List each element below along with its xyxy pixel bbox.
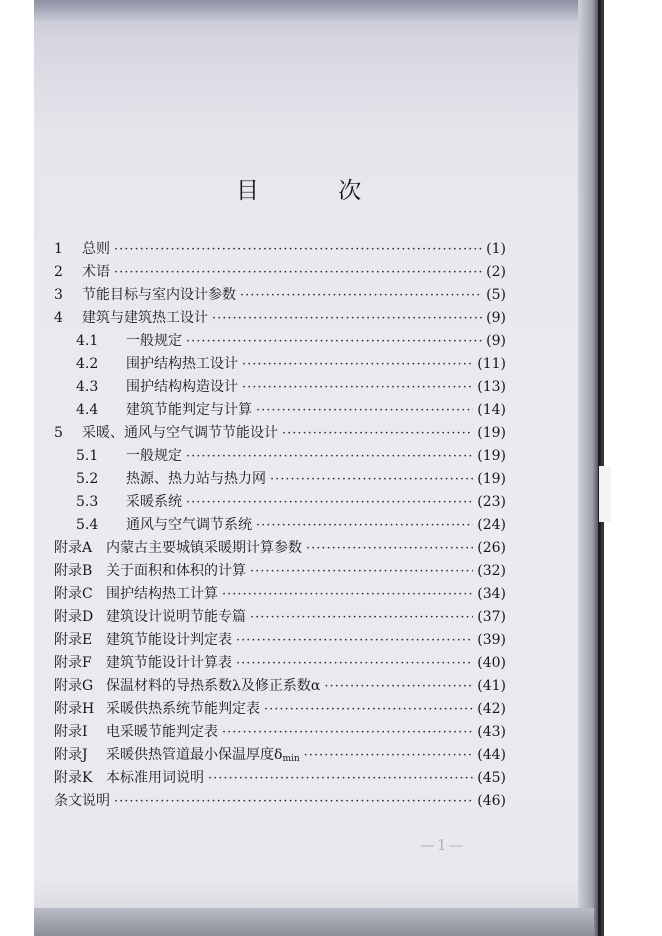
toc-entry[interactable] — [54, 583, 506, 605]
toc-entry-number: 附录E — [54, 632, 93, 648]
toc-entry-page: (39) — [477, 632, 506, 648]
toc-leader-dots — [114, 794, 473, 809]
toc-leader-dots — [222, 725, 473, 740]
toc-entry-label: 通风与空气调节系统 — [126, 517, 252, 533]
toc-entry-page: (24) — [477, 517, 506, 533]
toc-leader-dots — [236, 633, 473, 648]
toc-entry[interactable] — [54, 744, 506, 766]
toc-entry-page: (13) — [477, 379, 506, 395]
toc-entry[interactable] — [54, 721, 506, 743]
toc-leader-dots — [304, 748, 474, 763]
toc-entry[interactable] — [54, 514, 506, 536]
toc-entry-label — [106, 744, 300, 764]
toc-entry[interactable] — [54, 399, 506, 421]
toc-entry-page: (40) — [477, 655, 506, 671]
toc-entry-label: 热源、热力站与热力网 — [126, 471, 266, 487]
toc-entry-label: 建筑节能设计判定表 — [106, 632, 232, 648]
page-notch — [599, 466, 611, 522]
toc-leader-dots — [208, 771, 473, 786]
toc-leader-dots — [242, 380, 473, 395]
toc-entry[interactable] — [54, 698, 506, 720]
toc-entry-page: (14) — [477, 402, 506, 418]
toc-entry-number: 5.3 — [76, 494, 99, 510]
page-title: 目 次 — [236, 178, 398, 204]
toc-leader-dots — [212, 311, 482, 326]
toc-entry-number: 4.2 — [76, 356, 99, 372]
toc-entry[interactable] — [54, 560, 506, 582]
toc-entry-label-text: 采暖供热管道最小保温厚度δ — [106, 747, 283, 763]
toc-leader-dots — [114, 242, 482, 257]
toc-entry-label: 采暖系统 — [126, 494, 182, 510]
toc-entry-number: 1 — [54, 241, 63, 257]
page-top-shadow — [34, 0, 578, 22]
toc-leader-dots — [270, 472, 473, 487]
toc-entry[interactable] — [54, 606, 506, 628]
toc-entry-page: (42) — [477, 701, 506, 717]
toc-entry[interactable] — [54, 652, 506, 674]
toc-entry-page: (11) — [477, 356, 506, 372]
toc-entry-page: (19) — [477, 425, 506, 441]
toc-entry-label: 采暖、通风与空气调节节能设计 — [82, 425, 278, 441]
toc-leader-dots — [264, 702, 473, 717]
toc-entry-page: (32) — [477, 563, 506, 579]
toc-entry-number: 3 — [54, 287, 63, 303]
toc-entry[interactable] — [54, 767, 506, 789]
toc-entry-label: 围护结构构造设计 — [126, 379, 238, 395]
toc-entry-page: (43) — [477, 724, 506, 740]
toc-entry-number: 附录G — [54, 678, 94, 694]
toc-entry[interactable] — [54, 537, 506, 559]
toc-leader-dots — [250, 564, 473, 579]
toc-entry-label: 一般规定 — [126, 448, 182, 464]
toc-entry-number: 附录F — [54, 655, 92, 671]
toc-entry-label: 本标准用词说明 — [106, 770, 204, 786]
toc-entry[interactable] — [54, 491, 506, 513]
toc-entry-number: 附录D — [54, 609, 94, 625]
toc-entry-page: (46) — [477, 793, 506, 809]
toc-entry-page: (26) — [477, 540, 506, 556]
toc-entry-number: 4.1 — [76, 333, 99, 349]
page-bottom-band — [34, 908, 594, 936]
toc-entry-label: 保温材料的导热系数λ及修正系数α — [106, 678, 321, 694]
toc-entry[interactable] — [54, 353, 506, 375]
toc-leader-dots — [186, 334, 482, 349]
toc-leader-dots — [240, 288, 482, 303]
toc-entry[interactable] — [54, 790, 506, 812]
toc-entry-page: (9) — [486, 310, 506, 326]
toc-entry-label: 建筑节能判定与计算 — [126, 402, 252, 418]
toc-entry-number: 5.2 — [76, 471, 99, 487]
toc-leader-dots — [186, 449, 473, 464]
subscript: min — [282, 754, 300, 764]
toc-entry-number: 附录B — [54, 563, 93, 579]
toc-entry[interactable] — [54, 422, 506, 444]
toc-entry-number: 附录H — [54, 701, 95, 717]
toc-entry-label: 围护结构热工设计 — [126, 356, 238, 372]
toc-entry-label: 条文说明 — [54, 793, 110, 809]
toc-entry-page: (41) — [477, 678, 506, 694]
toc-leader-dots — [236, 656, 473, 671]
toc-entry-label: 采暖供热系统节能判定表 — [106, 701, 260, 717]
toc-entry-number: 附录I — [54, 724, 88, 740]
toc-entry[interactable] — [54, 330, 506, 352]
toc-entry-page: (44) — [477, 747, 506, 763]
toc-entry-number: 附录C — [54, 586, 93, 602]
toc-leader-dots — [186, 495, 473, 510]
toc-entry-label: 围护结构热工计算 — [106, 586, 218, 602]
toc-entry-number: 4 — [54, 310, 63, 326]
toc-entry-page: (1) — [486, 241, 506, 257]
page-number: —1— — [420, 836, 466, 854]
toc-entry[interactable] — [54, 445, 506, 467]
toc-entry-number: 5 — [54, 425, 63, 441]
toc-leader-dots — [250, 610, 473, 625]
toc-leader-dots — [282, 426, 473, 441]
toc-entry-label: 内蒙古主要城镇采暖期计算参数 — [106, 540, 302, 556]
toc-entry-number: 2 — [54, 264, 63, 280]
toc-entry-number: 附录K — [54, 770, 93, 786]
toc-entry-number: 5.4 — [76, 517, 99, 533]
toc-entry-page: (37) — [477, 609, 506, 625]
toc-entry-label: 建筑设计说明节能专篇 — [106, 609, 246, 625]
toc-entry[interactable] — [54, 307, 506, 329]
toc-entry-page: (34) — [477, 586, 506, 602]
toc-entry-page: (2) — [486, 264, 506, 280]
toc-entry-number: 附录J — [54, 747, 88, 763]
toc-entry-number: 5.1 — [76, 448, 99, 464]
toc-leader-dots — [324, 679, 473, 694]
toc-entry-page: (19) — [477, 448, 506, 464]
toc-entry-label: 关于面积和体积的计算 — [106, 563, 246, 579]
toc-entry-label: 一般规定 — [126, 333, 182, 349]
toc-leader-dots — [306, 541, 473, 556]
toc-entry[interactable] — [54, 261, 506, 283]
toc-entry-number: 4.3 — [76, 379, 99, 395]
toc-entry-label: 电采暖节能判定表 — [106, 724, 218, 740]
toc-entry-page: (45) — [477, 770, 506, 786]
toc-leader-dots — [114, 265, 482, 280]
toc-entry[interactable] — [54, 468, 506, 490]
toc-entry-page: (23) — [477, 494, 506, 510]
toc-leader-dots — [242, 357, 473, 372]
toc-entry-label: 术语 — [82, 264, 110, 280]
toc-entry[interactable] — [54, 629, 506, 651]
toc-entry[interactable] — [54, 675, 506, 697]
toc-leader-dots — [256, 403, 473, 418]
toc-entry-page: (19) — [477, 471, 506, 487]
toc-entry-label: 建筑节能设计计算表 — [106, 655, 232, 671]
toc-leader-dots — [256, 518, 473, 533]
toc-entry-number: 4.4 — [76, 402, 99, 418]
toc-entry-page: (9) — [486, 333, 506, 349]
toc-leader-dots — [222, 587, 473, 602]
toc-entry-number: 附录A — [54, 540, 93, 556]
toc-entry[interactable] — [54, 238, 506, 260]
toc-entry-label: 建筑与建筑热工设计 — [82, 310, 208, 326]
toc-entry-label: 总则 — [82, 241, 110, 257]
toc-entry-page: (5) — [486, 287, 506, 303]
toc-entry[interactable] — [54, 376, 506, 398]
toc-entry-label: 节能目标与室内设计参数 — [82, 287, 236, 303]
toc-entry[interactable] — [54, 284, 506, 306]
